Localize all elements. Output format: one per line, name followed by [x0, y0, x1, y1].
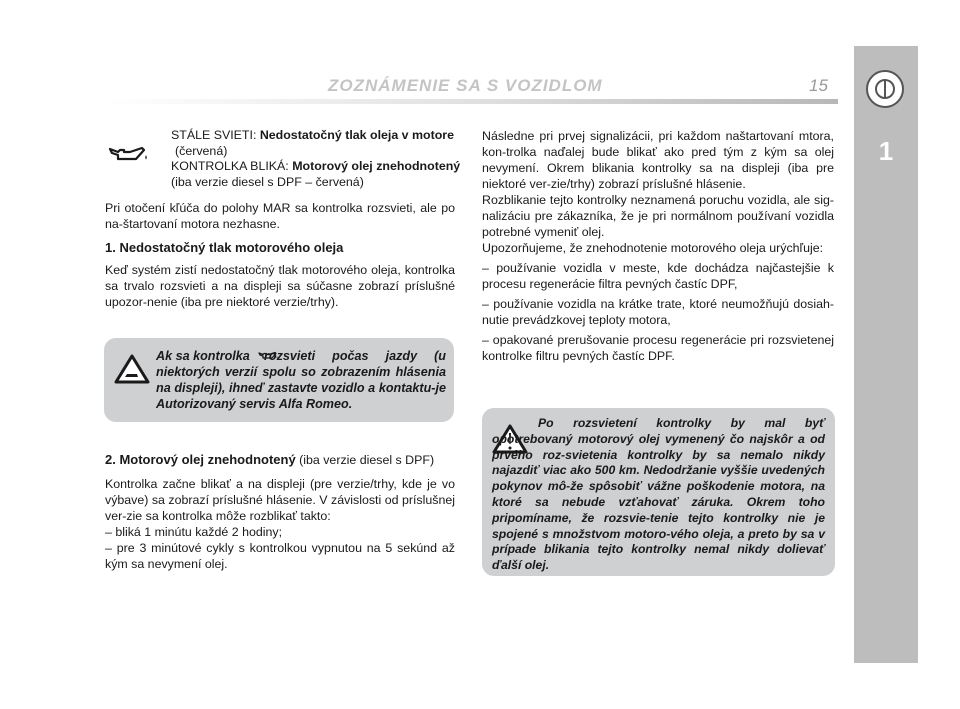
warning-note-2: [482, 408, 835, 576]
list-item: – opakované prerušovanie procesu regenerácie pri rozsvietenej kontrolke filtru pevných častíc DPF.: [482, 333, 834, 363]
warning-light-description: [171, 128, 461, 190]
right-paragraph-1: Následne pri prvej signalizácii, pri každom naštartovaní mtora, kon-trolka naďalej bude blikať ako pred tým z kým sa olej nevymení. Okrem blikania kontrolky sa na displeji (iba pre niektoré ver-zie/trhy) zobrazí príslušné hlásenie.: [482, 129, 834, 191]
oil-can-icon: [106, 143, 150, 165]
list-item: – používanie vozidla v meste, kde dochádza najčastejšie k procesu regenerácie filtra pevných častíc DPF,: [482, 261, 834, 291]
alfa-romeo-logo: [866, 70, 904, 108]
page-number: 15: [809, 76, 828, 95]
header-rule: [105, 99, 838, 104]
warning-blink-color: (iba verzie diesel s DPF – červená): [171, 174, 364, 189]
right-paragraph-3: Upozorňujeme, že znehodnotenie motorového oleja urýchľuje:: [482, 241, 824, 255]
note2-text: Po rozsvietení kontrolky by mal byť opotrebovaný motorový olej vymenený čo najskôr a od prvého roz-svietenia kontrolky by sa nemalo nikdy najazdiť viac ako 500 km. Nedodržanie vyššie uvedených pokynov mô-že spôsobiť vážne poškodenie motora, na ktoré sa nebude vzťahovať záruka. Okrem toho pripomíname, že rozsvie-tenie tejto kontrolky nie je spojené s množstvom motoro-vého oleja, a preto by sa v prípade blikania tejto kontrolky nemal nikdy dolievať ďalší olej.: [492, 416, 825, 573]
list-item: – bliká 1 minútu každé 2 hodiny;: [105, 525, 283, 539]
section2: [105, 452, 455, 572]
section2-body: Kontrolka začne blikať a na displeji (pre verzie/trhy, kde je vo výbave) sa zobrazí príslušné hlásenie. V závislosti od príslušnej ver-zie sa kontrolka môže rozblikať takto:: [105, 477, 455, 523]
note1-text: [156, 348, 446, 412]
right-column: [482, 128, 834, 364]
warning-triangle-icon: [114, 354, 150, 384]
section1-title: 1. Nedostatočný tlak motorového oleja: [105, 240, 344, 255]
note1-text-rest: rozsvieti počas jazdy (u niektorých verzií spolu so zobrazením hlásenia na displeji), ihneď zastavte vozidlo a kontaktu-je Autorizovaný servis Alfa Romeo.: [156, 349, 446, 411]
warning-steady-meaning: Nedostatočný tlak oleja v motore: [259, 128, 455, 142]
section2-suffix: (iba verzie diesel s DPF): [295, 453, 435, 467]
warning-steady-label: STÁLE SVIETI:: [171, 128, 260, 142]
note1-text-start: Ak sa kontrolka: [156, 349, 250, 363]
list-item: – používanie vozidla na krátke trate, ktoré neumožňujú dosiah-nutie prevádzkovej teploty motora,: [482, 297, 834, 327]
left-column: [105, 200, 455, 310]
warning-note-1: [104, 338, 454, 422]
intro-paragraph: Pri otočení kľúča do polohy MAR sa kontrolka rozsvieti, ale po na-štartovaní motora nezhasne.: [105, 201, 455, 231]
section1-body: Keď systém zistí nedostatočný tlak motorového oleja, kontrolka sa trvalo rozsvieti a na displeji sa súčasne zobrazí príslušné upozor-nenie (iba pre niektoré verzie/trhy).: [105, 263, 455, 309]
list-item: – pre 3 minútové cykly s kontrolkou vypnutou na 5 sekúnd až kým sa nevymení olej.: [105, 541, 455, 571]
warning-blink-meaning: Motorový olej znehodnotený: [292, 159, 461, 173]
page-header-title: ZOZNÁMENIE SA S VOZIDLOM: [328, 76, 603, 95]
section2-title: 2. Motorový olej znehodnotený: [105, 452, 296, 467]
right-paragraph-2: Rozblikanie tejto kontrolky neznamená poruchu vozidla, ale sig-nalizáciu pre zákazníka, že je pri normálnom používaní vozidla potrebné vymeniť olej.: [482, 193, 834, 239]
warning-blink-label: KONTROLKA BLIKÁ:: [171, 159, 293, 173]
chapter-number: 1: [878, 136, 894, 166]
warning-steady-color: (červená): [175, 143, 228, 158]
